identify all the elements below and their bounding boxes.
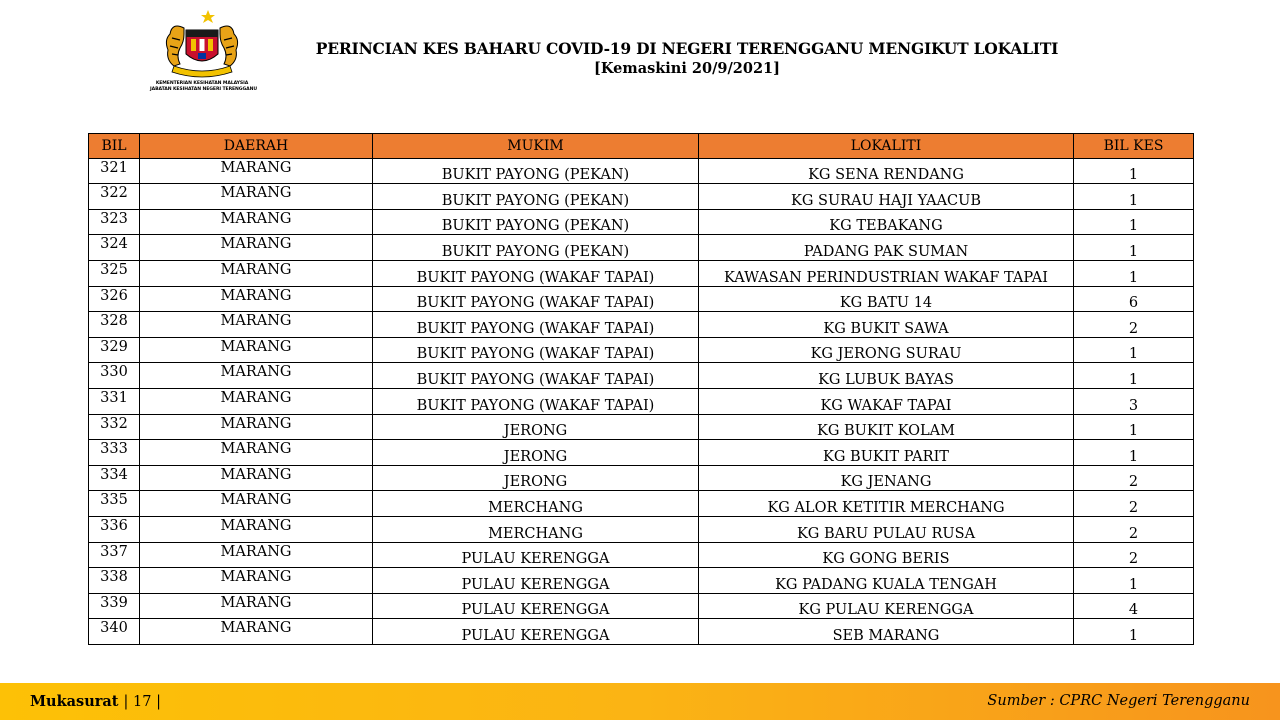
- table-row: [89, 312, 1194, 338]
- cell-daerah: MARANG: [140, 337, 373, 363]
- logo-ministry-label: KEMENTERIAN KESIHATAN MALAYSIA: [155, 81, 249, 86]
- cell-daerah: MARANG: [140, 516, 373, 542]
- cell-bil: 322: [89, 184, 140, 210]
- cell-bil: 321: [89, 158, 140, 184]
- cell-daerah: MARANG: [140, 209, 373, 235]
- cell-bil: 330: [89, 363, 140, 389]
- table-row: [89, 619, 1194, 645]
- cell-daerah: MARANG: [140, 542, 373, 568]
- table-row: [89, 337, 1194, 363]
- page-label: Mukasurat: [30, 693, 119, 710]
- cases-table: [88, 133, 1194, 645]
- column-header-bil-kes: BIL KES: [1074, 134, 1194, 159]
- cell-mukim: BUKIT PAYONG (WAKAF TAPAI): [373, 363, 699, 389]
- cell-lokaliti: KG WAKAF TAPAI: [699, 388, 1074, 414]
- cell-bil: 335: [89, 491, 140, 517]
- page-title: PERINCIAN KES BAHARU COVID-19 DI NEGERI TERENGGANU MENGIKUT LOKALITI: [315, 39, 1059, 58]
- cell-bil: 333: [89, 440, 140, 466]
- cell-lokaliti: PADANG PAK SUMAN: [699, 235, 1074, 261]
- cell-bil: 328: [89, 312, 140, 338]
- cell-bil: 337: [89, 542, 140, 568]
- column-header-bil: BIL: [89, 134, 140, 159]
- cell-mukim: JERONG: [373, 440, 699, 466]
- table-row: [89, 235, 1194, 261]
- cell-bil-kes: 1: [1074, 209, 1194, 235]
- table-row: [89, 184, 1194, 210]
- table-row: [89, 491, 1194, 517]
- cell-bil: 336: [89, 516, 140, 542]
- cell-mukim: MERCHANG: [373, 491, 699, 517]
- page-indicator: [30, 693, 161, 710]
- cell-bil-kes: 1: [1074, 184, 1194, 210]
- cell-daerah: MARANG: [140, 568, 373, 594]
- cell-bil: 325: [89, 260, 140, 286]
- cell-bil: 334: [89, 465, 140, 491]
- cell-mukim: BUKIT PAYONG (WAKAF TAPAI): [373, 312, 699, 338]
- cell-daerah: MARANG: [140, 363, 373, 389]
- cell-lokaliti: KG PADANG KUALA TENGAH: [699, 568, 1074, 594]
- cell-mukim: PULAU KERENGGA: [373, 568, 699, 594]
- table-row: [89, 158, 1194, 184]
- cell-bil-kes: 1: [1074, 568, 1194, 594]
- table-row: [89, 516, 1194, 542]
- cell-bil-kes: 1: [1074, 414, 1194, 440]
- cell-bil-kes: 2: [1074, 542, 1194, 568]
- cell-lokaliti: KG BUKIT PARIT: [699, 440, 1074, 466]
- cell-bil-kes: 2: [1074, 465, 1194, 491]
- cell-bil-kes: 2: [1074, 312, 1194, 338]
- cell-bil: 326: [89, 286, 140, 312]
- cell-mukim: BUKIT PAYONG (PEKAN): [373, 184, 699, 210]
- cell-lokaliti: KG GONG BERIS: [699, 542, 1074, 568]
- cell-bil-kes: 6: [1074, 286, 1194, 312]
- cell-bil-kes: 1: [1074, 619, 1194, 645]
- cell-lokaliti: KG ALOR KETITIR MERCHANG: [699, 491, 1074, 517]
- cell-mukim: PULAU KERENGGA: [373, 619, 699, 645]
- logo-department-label: JABATAN KESIHATAN NEGERI TERENGGANU: [150, 87, 257, 92]
- cell-mukim: BUKIT PAYONG (WAKAF TAPAI): [373, 388, 699, 414]
- cell-bil: 324: [89, 235, 140, 261]
- table-row: [89, 209, 1194, 235]
- cell-mukim: BUKIT PAYONG (PEKAN): [373, 158, 699, 184]
- cell-bil-kes: 1: [1074, 440, 1194, 466]
- cell-lokaliti: SEB MARANG: [699, 619, 1074, 645]
- cell-lokaliti: KG BUKIT SAWA: [699, 312, 1074, 338]
- cell-bil: 340: [89, 619, 140, 645]
- logo: [150, 8, 257, 94]
- cell-daerah: MARANG: [140, 312, 373, 338]
- cell-daerah: MARANG: [140, 158, 373, 184]
- cell-bil-kes: 3: [1074, 388, 1194, 414]
- cell-lokaliti: KG LUBUK BAYAS: [699, 363, 1074, 389]
- page-number: | 17 |: [123, 694, 161, 710]
- cell-mukim: BUKIT PAYONG (PEKAN): [373, 235, 699, 261]
- cell-mukim: BUKIT PAYONG (WAKAF TAPAI): [373, 286, 699, 312]
- column-header-mukim: MUKIM: [373, 134, 699, 159]
- cell-daerah: MARANG: [140, 260, 373, 286]
- cell-lokaliti: KG JERONG SURAU: [699, 337, 1074, 363]
- cell-bil: 323: [89, 209, 140, 235]
- cell-bil: 329: [89, 337, 140, 363]
- cell-daerah: MARANG: [140, 440, 373, 466]
- table-row: [89, 440, 1194, 466]
- cell-lokaliti: KG TEBAKANG: [699, 209, 1074, 235]
- table-row: [89, 388, 1194, 414]
- cell-bil-kes: 2: [1074, 491, 1194, 517]
- cell-lokaliti: KG BATU 14: [699, 286, 1074, 312]
- cell-daerah: MARANG: [140, 465, 373, 491]
- cell-daerah: MARANG: [140, 491, 373, 517]
- cell-lokaliti: KG JENANG: [699, 465, 1074, 491]
- footer-bar: [0, 683, 1280, 720]
- cell-lokaliti: KAWASAN PERINDUSTRIAN WAKAF TAPAI: [699, 260, 1074, 286]
- cell-bil: 331: [89, 388, 140, 414]
- cell-lokaliti: KG PULAU KERENGGA: [699, 593, 1074, 619]
- cell-daerah: MARANG: [140, 286, 373, 312]
- cell-bil-kes: 4: [1074, 593, 1194, 619]
- cell-mukim: BUKIT PAYONG (WAKAF TAPAI): [373, 337, 699, 363]
- column-header-lokaliti: LOKALITI: [699, 134, 1074, 159]
- cell-bil-kes: 1: [1074, 260, 1194, 286]
- cell-lokaliti: KG SENA RENDANG: [699, 158, 1074, 184]
- cell-daerah: MARANG: [140, 184, 373, 210]
- cell-bil-kes: 1: [1074, 363, 1194, 389]
- cell-lokaliti: KG BUKIT KOLAM: [699, 414, 1074, 440]
- cell-daerah: MARANG: [140, 414, 373, 440]
- cell-mukim: BUKIT PAYONG (WAKAF TAPAI): [373, 260, 699, 286]
- cell-bil: 339: [89, 593, 140, 619]
- table-row: [89, 414, 1194, 440]
- table-header-row: [89, 134, 1194, 159]
- table-row: [89, 260, 1194, 286]
- cell-bil: 332: [89, 414, 140, 440]
- table-row: [89, 286, 1194, 312]
- cell-daerah: MARANG: [140, 388, 373, 414]
- cell-lokaliti: KG SURAU HAJI YAACUB: [699, 184, 1074, 210]
- cell-mukim: PULAU KERENGGA: [373, 593, 699, 619]
- cell-daerah: MARANG: [140, 593, 373, 619]
- table-row: [89, 593, 1194, 619]
- cell-bil-kes: 1: [1074, 158, 1194, 184]
- cell-mukim: BUKIT PAYONG (PEKAN): [373, 209, 699, 235]
- cell-bil-kes: 1: [1074, 235, 1194, 261]
- cell-daerah: MARANG: [140, 619, 373, 645]
- cell-daerah: MARANG: [140, 235, 373, 261]
- cell-mukim: JERONG: [373, 414, 699, 440]
- table-row: [89, 542, 1194, 568]
- cell-bil-kes: 2: [1074, 516, 1194, 542]
- table-row: [89, 363, 1194, 389]
- malaysia-coat-of-arms-icon: [150, 8, 254, 80]
- table-row: [89, 568, 1194, 594]
- source-label: Sumber : CPRC Negeri Terengganu: [987, 693, 1250, 709]
- page-subtitle: [Kemaskini 20/9/2021]: [593, 60, 780, 77]
- cell-bil: 338: [89, 568, 140, 594]
- cell-mukim: MERCHANG: [373, 516, 699, 542]
- column-header-daerah: DAERAH: [140, 134, 373, 159]
- cell-mukim: JERONG: [373, 465, 699, 491]
- cell-mukim: PULAU KERENGGA: [373, 542, 699, 568]
- table-row: [89, 465, 1194, 491]
- cell-lokaliti: KG BARU PULAU RUSA: [699, 516, 1074, 542]
- cell-bil-kes: 1: [1074, 337, 1194, 363]
